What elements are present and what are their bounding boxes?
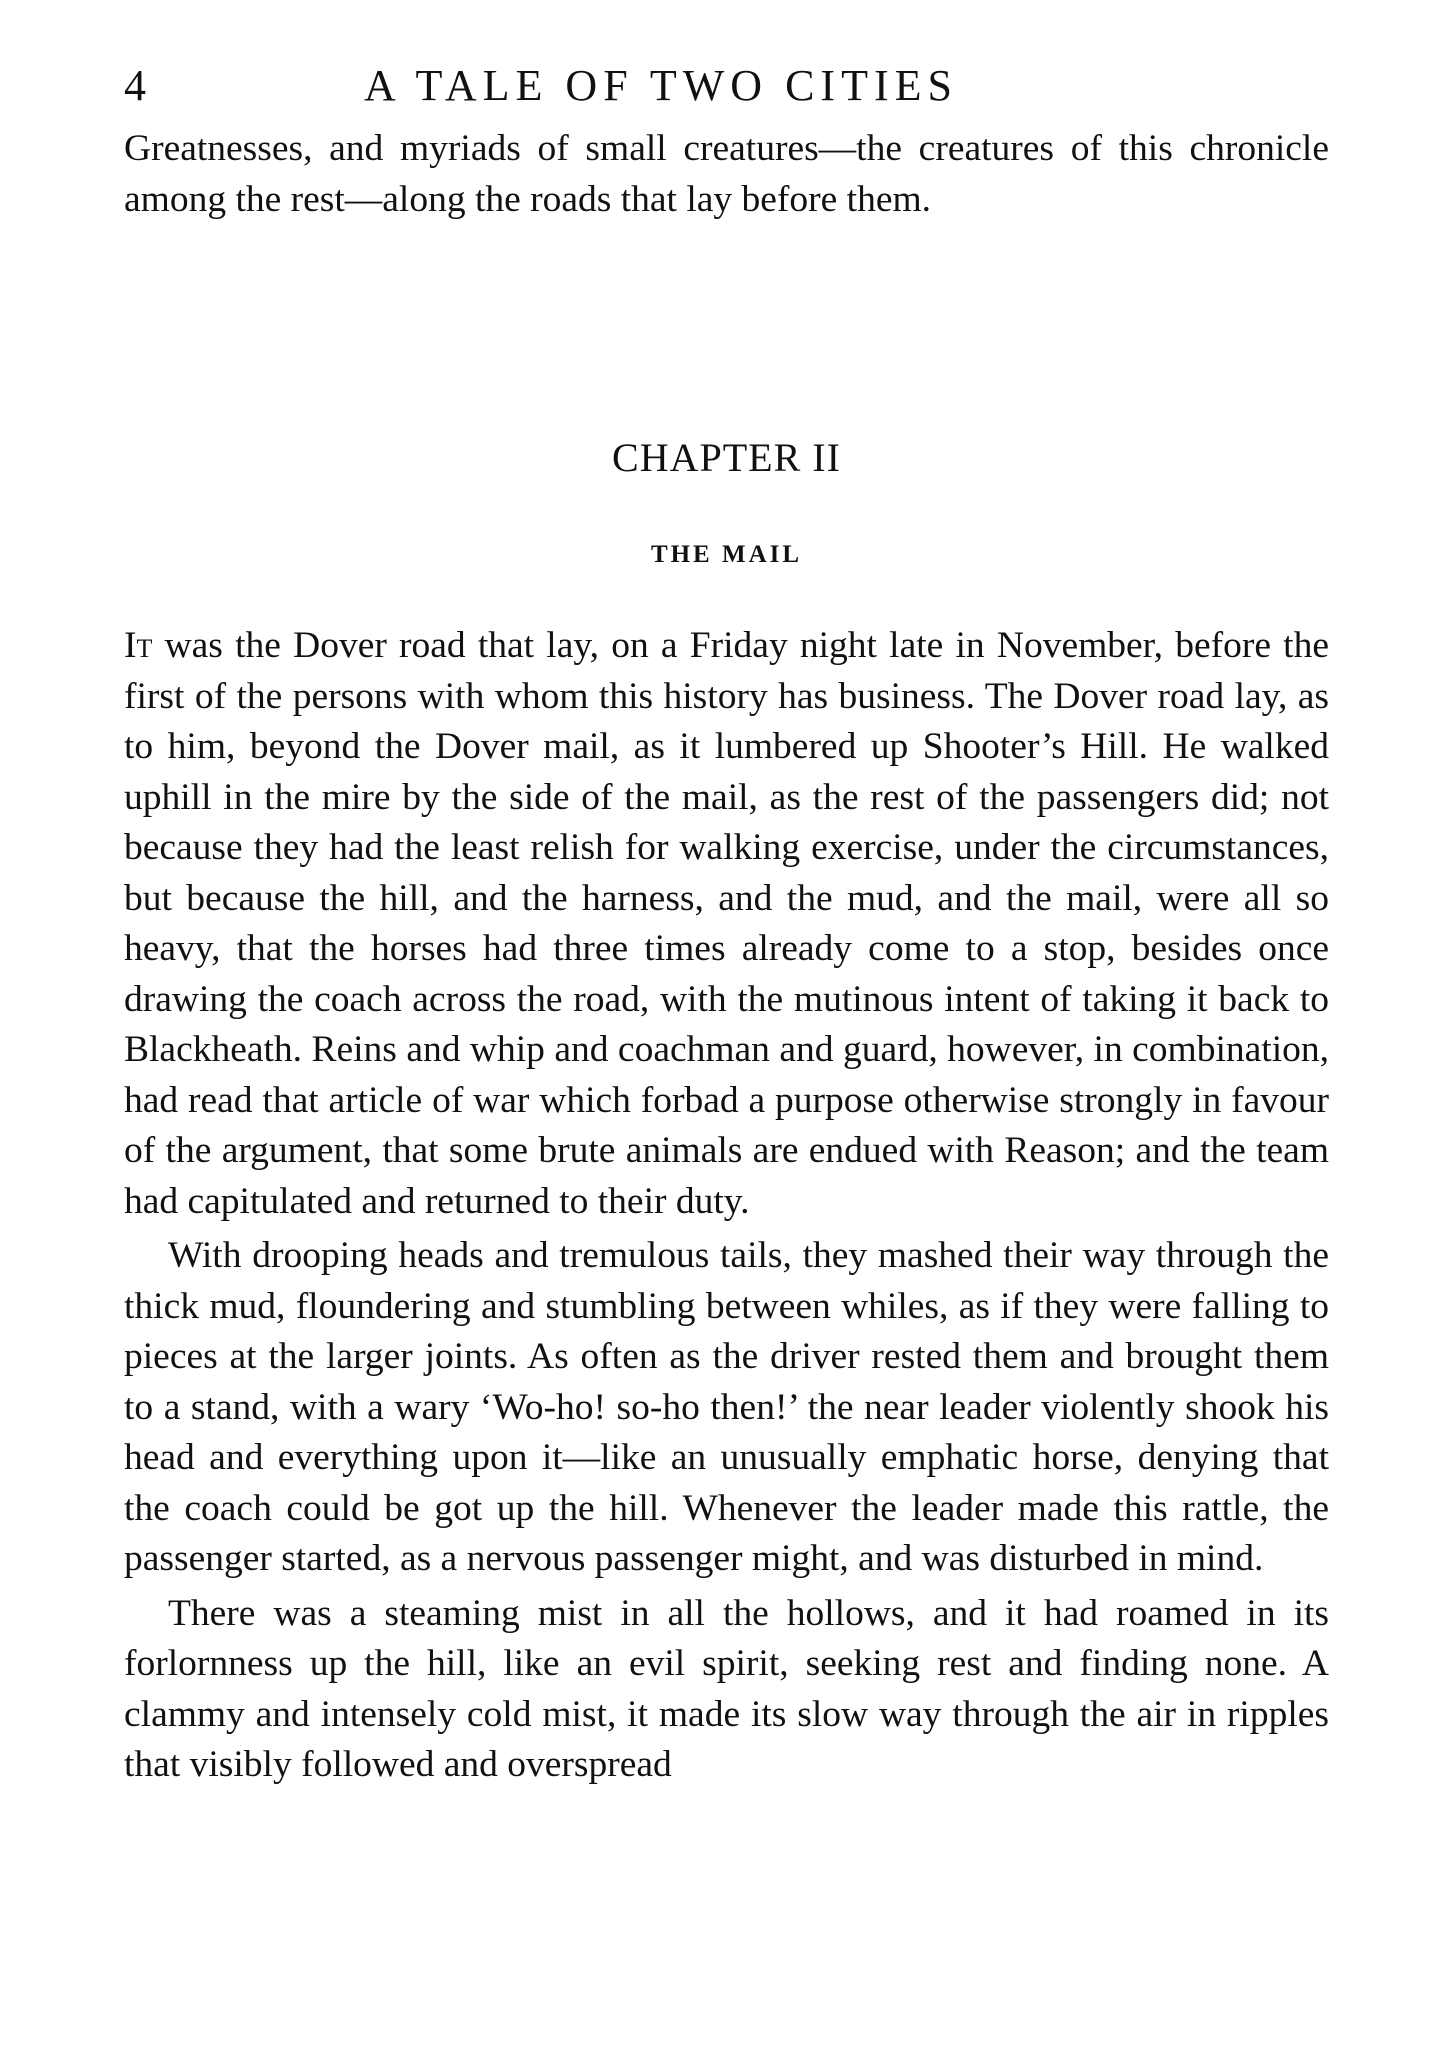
paragraph-1 <box>124 621 1329 1227</box>
chapter-body <box>124 621 1329 1791</box>
paragraph-lead-word: It <box>124 625 153 666</box>
continuation-paragraph: Greatnesses, and myriads of small creatures—the creatures of this chronicle among the rest—along the roads that lay before them. <box>124 128 1329 220</box>
paragraph-2: With drooping heads and tremulous tails, they mashed their way through the thick mud, floundering and stumbling between whiles, as if they were falling to pieces at the larger joints. As often as the driver rested them and brought them to a stand, with a wary ‘Wo-ho! so-ho then!’ the near leader violently shook his head and everything upon it—like an unusually emphatic horse, denying that the coach could be got up the hill. Whenever the leader made this rattle, the passenger started, as a nervous passenger might, and was disturbed in mind. <box>124 1235 1329 1579</box>
book-page <box>124 48 1329 1791</box>
chapter-subtitle: THE MAIL <box>650 541 803 568</box>
running-title: A TALE OF TWO CITIES <box>364 61 958 110</box>
page-number: 4 <box>124 61 146 110</box>
chapter-heading: CHAPTER II <box>612 435 841 480</box>
paragraph-3: There was a steaming mist in all the hollows, and it had roamed in its forlornness up the hill, like an evil spirit, seeking rest and finding none. A clammy and intensely cold mist, it made its slow way through the air in ripples that visibly followed and overspread <box>124 1592 1329 1785</box>
running-header <box>124 48 1329 112</box>
paragraph-1-text: was the Dover road that lay, on a Friday night late in November, before the first of the persons with whom this history has business. The Dover road lay, as to him, beyond the Dover mail, as it lumbered up Shooter’s Hill. He walked uphill in the mire by the side of the mail, as the rest of the passengers did; not because they had the least relish for walking exercise, under the circumstances, but because the hill, and the harness, and the mud, and the mail, were all so heavy, that the horses had three times already come to a stop, besides once drawing the coach across the road, with the mutinous intent of taking it back to Blackheath. Reins and whip and coachman and guard, however, in combination, had read that article of war which forbad a purpose otherwise strongly in favour of the argument, that some brute animals are endued with Reason; and the team had capitulated and returned to their duty. <box>124 625 1329 1222</box>
